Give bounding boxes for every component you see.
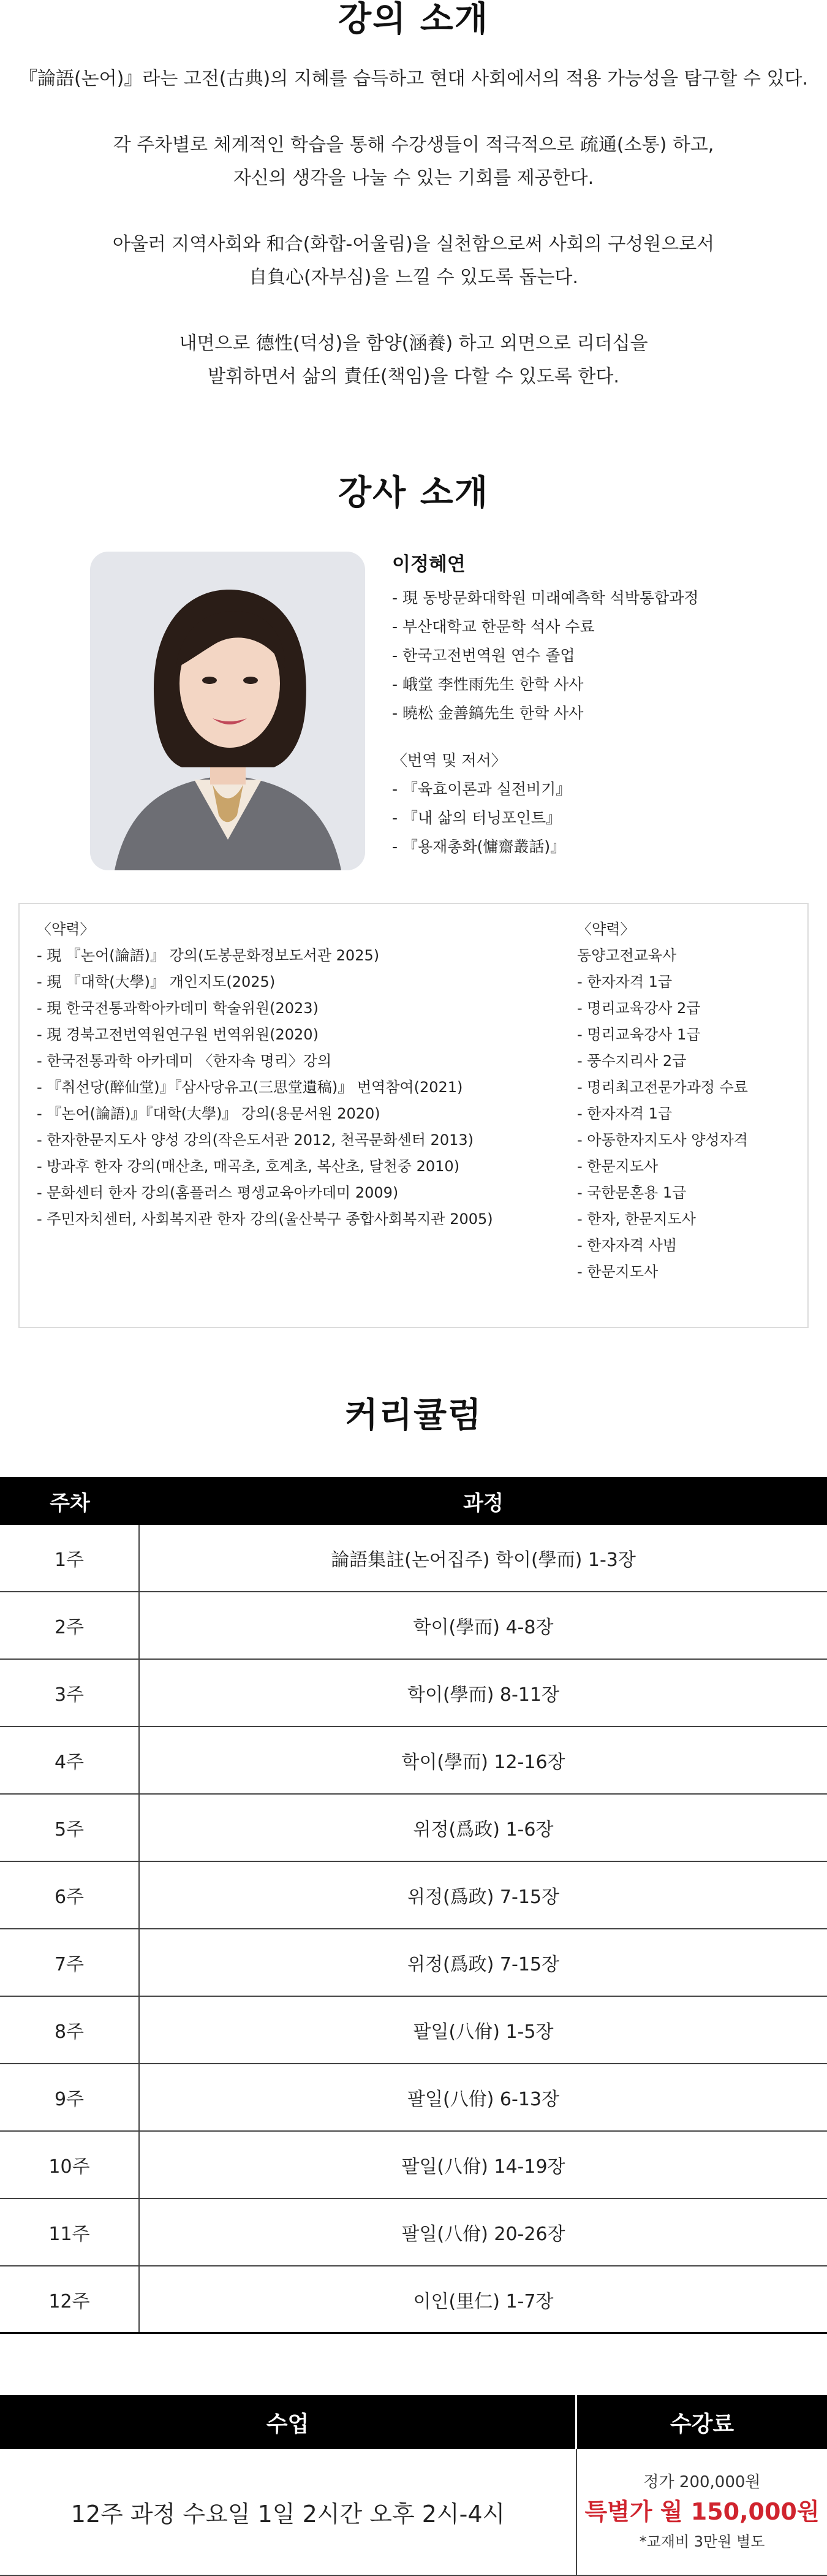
week-cell: 3주 [0, 1660, 140, 1726]
instructor-info [392, 549, 784, 861]
career-item: 동양고전교육사 [577, 947, 677, 964]
textbook-note: *교재비 3만원 별도 [639, 2532, 765, 2550]
career-item: - 명리교육강사 2급 [577, 1000, 701, 1017]
course-cell: 이인(里仁) 1-7장 [413, 2290, 554, 2312]
week-cell: 7주 [0, 1929, 140, 1996]
week-cell: 12주 [0, 2266, 140, 2332]
curriculum-row [0, 2266, 827, 2334]
week-cell: 4주 [0, 1727, 140, 1793]
credential-item: - 曉松 金善鎬先生 한학 사사 [392, 704, 584, 722]
instructor-photo [90, 552, 365, 870]
career-item: - 한자자격 1급 [577, 973, 673, 990]
career-item: - 한국전통과학 아카데미 〈한자속 명리〉강의 [37, 1052, 332, 1070]
curriculum-row [0, 1997, 827, 2064]
works-heading: 〈번역 및 저서〉 [392, 751, 507, 769]
course-cell: 위정(爲政) 7-15장 [407, 1954, 559, 1975]
career-item: - 주민자치센터, 사회복지관 한자 강의(울산북구 종합사회복지관 2005) [37, 1210, 493, 1228]
course-cell: 팔일(八佾) 20-26장 [401, 2224, 565, 2245]
curriculum-body [0, 1525, 827, 2334]
curriculum-row [0, 2199, 827, 2266]
career-item: - 現 경북고전번역원연구원 번역위원(2020) [37, 1026, 319, 1043]
week-cell: 2주 [0, 1592, 140, 1658]
curriculum-header [0, 1477, 827, 1525]
course-cell: 학이(學而) 8-11장 [407, 1684, 559, 1706]
course-cell: 팔일(八佾) 1-5장 [413, 2021, 554, 2043]
curriculum-row [0, 1660, 827, 1727]
career-item: - 풍수지리사 2급 [577, 1052, 687, 1070]
career-box [18, 903, 809, 1328]
career-item: - 국한문혼용 1급 [577, 1184, 687, 1201]
header-class: 수업 [0, 2395, 577, 2449]
week-cell: 5주 [0, 1795, 140, 1861]
week-cell: 10주 [0, 2132, 140, 2198]
course-cell: 학이(學而) 4-8장 [413, 1617, 554, 1638]
course-cell: 論語集註(논어집주) 학이(學而) 1-3장 [331, 1549, 636, 1571]
header-week: 주차 [50, 1491, 90, 1516]
fee-row [0, 2449, 827, 2576]
works-item: - 『육효이론과 실전비기』 [392, 780, 572, 798]
career-item: - 한문지도사 [577, 1263, 659, 1280]
week-cell: 11주 [0, 2199, 140, 2265]
instructor-name: 이정혜연 [392, 553, 466, 576]
career-item: - 문화센터 한자 강의(홈플러스 평생교육아카데미 2009) [37, 1184, 399, 1201]
works-item: - 『용재총화(慵齋叢話)』 [392, 838, 566, 856]
intro-paragraphs [0, 63, 827, 427]
career-list-right [577, 916, 748, 1285]
class-description: 12주 과정 수요일 1일 2시간 오후 2시-4시 [0, 2449, 577, 2575]
intro-paragraph: 내면으로 德性(덕성)을 함양(涵養) 하고 외면으로 리더십을 발휘하면서 삶의 責任(책임)을 다할 수 있도록 한다. [179, 333, 648, 387]
credential-item: - 부산대학교 한문학 석사 수료 [392, 618, 595, 636]
career-list-left [37, 916, 493, 1233]
career-item: - 한자, 한문지도사 [577, 1210, 696, 1228]
week-cell: 8주 [0, 1997, 140, 2063]
fee-cell [577, 2449, 827, 2575]
career-item: - 방과후 한자 강의(매산초, 매곡초, 호계초, 복산초, 달천중 2010) [37, 1158, 460, 1175]
curriculum-row [0, 1795, 827, 1862]
intro-paragraph: 『論語(논어)』라는 고전(古典)의 지혜를 습득하고 현대 사회에서의 적용 가능성을 탐구할 수 있다. [18, 68, 809, 89]
course-cell: 팔일(八佾) 14-19장 [401, 2156, 565, 2178]
career-item: - 한문지도사 [577, 1158, 659, 1175]
career-item: - 아동한자지도사 양성자격 [577, 1131, 748, 1149]
curriculum-row [0, 1929, 827, 1997]
career-item: 〈약력〉 [37, 921, 95, 938]
course-cell: 위정(爲政) 1-6장 [413, 1819, 554, 1841]
career-item: - 『논어(論語)』『대학(大學)』 강의(용문서원 2020) [37, 1105, 380, 1122]
intro-paragraph: 각 주차별로 체계적인 학습을 통해 수강생들이 적극적으로 疏通(소통) 하고, 자신의 생각을 나눌 수 있는 기회를 제공한다. [113, 134, 714, 189]
week-cell: 1주 [0, 1525, 140, 1591]
career-item: - 한자자격 사범 [577, 1237, 678, 1254]
career-item: - 한자한문지도사 양성 강의(작은도서관 2012, 천곡문화센터 2013) [37, 1131, 474, 1149]
curriculum-row [0, 2132, 827, 2199]
career-item: - 명리교육강사 1급 [577, 1026, 701, 1043]
career-item: - 現 『논어(論語)』 강의(도봉문화정보도서관 2025) [37, 947, 380, 964]
career-item: 〈약력〉 [577, 921, 635, 938]
instructor-title: 강사 소개 [338, 473, 489, 513]
career-item: - 『취선당(醉仙堂)』『삼사당유고(三思堂遺稿)』 번역참여(2021) [37, 1079, 463, 1096]
credential-item: - 現 동방문화대학원 미래예측학 석박통합과정 [392, 589, 699, 607]
course-cell: 팔일(八佾) 6-13장 [407, 2089, 559, 2110]
curriculum-row [0, 1862, 827, 1929]
week-cell: 6주 [0, 1862, 140, 1928]
special-price: 특별가 월 150,000원 [584, 2498, 820, 2525]
curriculum-table [0, 1477, 827, 2334]
course-cell: 학이(學而) 12-16장 [401, 1752, 565, 1773]
regular-price: 정가 200,000원 [643, 2472, 761, 2491]
fee-header [0, 2395, 827, 2449]
intro-title: 강의 소개 [338, 0, 489, 39]
header-course: 과정 [463, 1491, 504, 1516]
works-item: - 『내 삶의 터닝포인트』 [392, 809, 562, 827]
curriculum-title: 커리큘럼 [344, 1396, 483, 1435]
curriculum-row [0, 1592, 827, 1660]
credential-item: - 한국고전번역원 연수 졸업 [392, 647, 575, 664]
curriculum-row [0, 1727, 827, 1795]
curriculum-row [0, 2064, 827, 2132]
header-fee: 수강료 [670, 2411, 734, 2437]
career-item: - 명리최고전문가과정 수료 [577, 1079, 748, 1096]
credential-item: - 峨堂 李性雨先生 한학 사사 [392, 675, 584, 693]
career-item: - 한자자격 1급 [577, 1105, 673, 1122]
career-item: - 現 『대학(大學)』 개인지도(2025) [37, 973, 276, 990]
intro-paragraph: 아울러 지역사회와 和合(화합-어울림)을 실천함으로써 사회의 구성원으로서 自負心(자부심)을 느낄 수 있도록 돕는다. [112, 234, 715, 288]
career-item: - 現 한국전통과학아카데미 학술위원(2023) [37, 1000, 319, 1017]
instructor-portrait-image [90, 552, 365, 870]
fee-table [0, 2395, 827, 2576]
curriculum-row [0, 1525, 827, 1592]
week-cell: 9주 [0, 2064, 140, 2130]
course-cell: 위정(爲政) 7-15장 [407, 1886, 559, 1908]
